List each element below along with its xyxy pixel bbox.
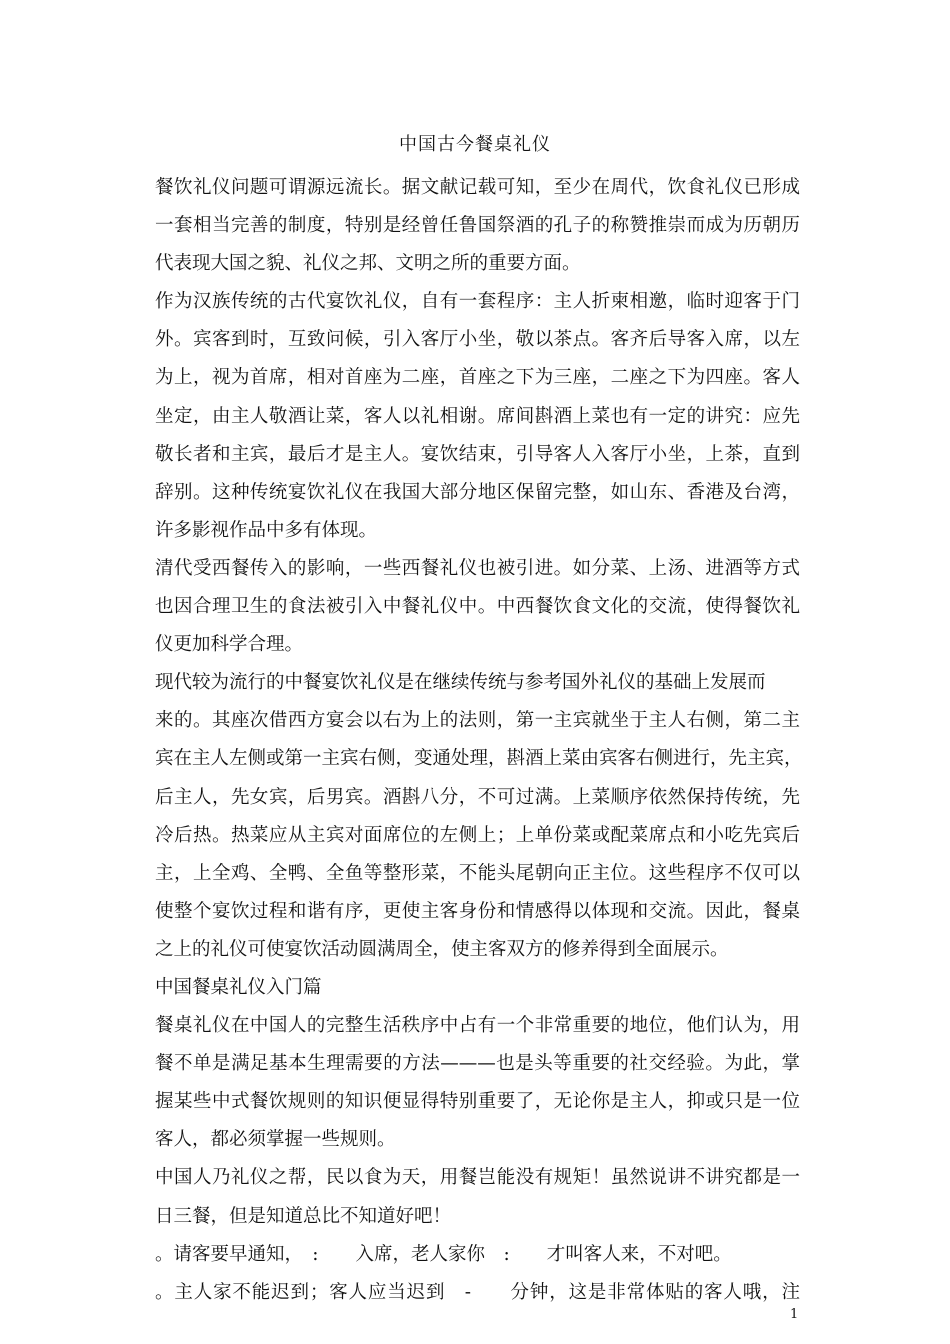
text-line: 作为汉族传统的古代宴饮礼仪，自有一套程序：主人折柬相邀，临时迎客于门 [155,291,800,313]
text-line: 中国人乃礼仪之帮，民以食为天，用餐岂能没有规矩！虽然说讲不讲究都是一 [155,1167,800,1189]
document-title: 中国古今餐桌礼仪 [399,134,551,155]
text-line: 中国餐桌礼仪入门篇 [155,976,322,998]
text-line: 仪更加科学合理。 [155,634,304,656]
text-line: 之上的礼仪可使宴饮活动圆满周全，使主客双方的修养得到全面展示。 [155,938,729,960]
text-line: 餐饮礼仪问题可谓源远流长。据文献记载可知，至少在周代，饮食礼仪已形成 [155,177,800,198]
text-line: 餐不单是满足基本生理需要的方法———也是头等重要的社交经验。为此，掌 [155,1053,800,1075]
text-line: 握某些中式餐饮规则的知识便显得特别重要了，无论你是主人，抑或只是一位 [155,1091,800,1113]
text-line: 使整个宴饮过程和谐有序，更使主客身份和情感得以体现和交流。因此，餐桌 [155,900,800,922]
text-line: 代表现大国之貌、礼仪之邦、文明之所的重要方面。 [155,253,581,275]
text-line: 宾在主人左侧或第一主宾右侧，变通处理，斟酒上菜由宾客右侧进行，先主宾， [155,748,803,770]
text-line: 冷后热。热菜应从主宾对面席位的左侧上；上单份菜或配菜席点和小吃先宾后 [155,824,800,846]
text-line: 客人，都必须掌握一些规则。 [155,1129,396,1151]
text-line: 也因合理卫生的食法被引入中餐礼仪中。中西餐饮食文化的交流，使得餐饮礼 [155,596,800,618]
text-line: 来的。其座次借西方宴会以右为上的法则，第一主宾就坐于主人右侧，第二主 [155,710,800,732]
text-line: 。主人家不能迟到；客人应当迟到 - 分钟，这是非常体贴的客人哦，注 [155,1281,800,1303]
text-line: 为上，视为首席，相对首座为二座，首座之下为三座，二座之下为四座。客人 [155,367,800,389]
text-line: 外。宾客到时，互致问候，引入客厅小坐，敬以茶点。客齐后导客入席，以左 [155,329,800,351]
text-line: 。请客要早通知， : 入席，老人家你 : 才叫客人来，不对吧。 [155,1243,732,1265]
text-line: 许多影视作品中多有体现。 [155,519,378,541]
text-line: 辞别。这种传统宴饮礼仪在我国大部分地区保留完整，如山东、香港及台湾， [155,481,800,503]
document-body [155,169,803,1312]
text-line: 清代受西餐传入的影响，一些西餐礼仪也被引进。如分菜、上汤、进酒等方式 [155,557,800,579]
text-line: 一套相当完善的制度，特别是经曾任鲁国祭酒的孔子的称赞推崇而成为历朝历 [155,215,800,237]
text-line: 坐定，由主人敬酒让菜，客人以礼相谢。席间斟酒上菜也有一定的讲究：应先 [155,405,800,427]
text-line: 日三餐，但是知道总比不知道好吧！ [155,1205,452,1227]
text-line: 餐桌礼仪在中国人的完整生活秩序中占有一个非常重要的地位，他们认为，用 [155,1015,800,1037]
text-line: 现代较为流行的中餐宴饮礼仪是在继续传统与参考国外礼仪的基础上发展而 [155,672,766,694]
text-line: 敬长者和主宾，最后才是主人。宴饮结束，引导客人入客厅小坐，上茶，直到 [155,443,800,465]
page-number: 1 [790,1307,799,1322]
text-line: 后主人，先女宾，后男宾。酒斟八分，不可过满。上菜顺序依然保持传统，先 [155,786,800,808]
text-line: 主，上全鸡、全鸭、全鱼等整形菜，不能头尾朝向正主位。这些程序不仅可以 [155,862,800,884]
